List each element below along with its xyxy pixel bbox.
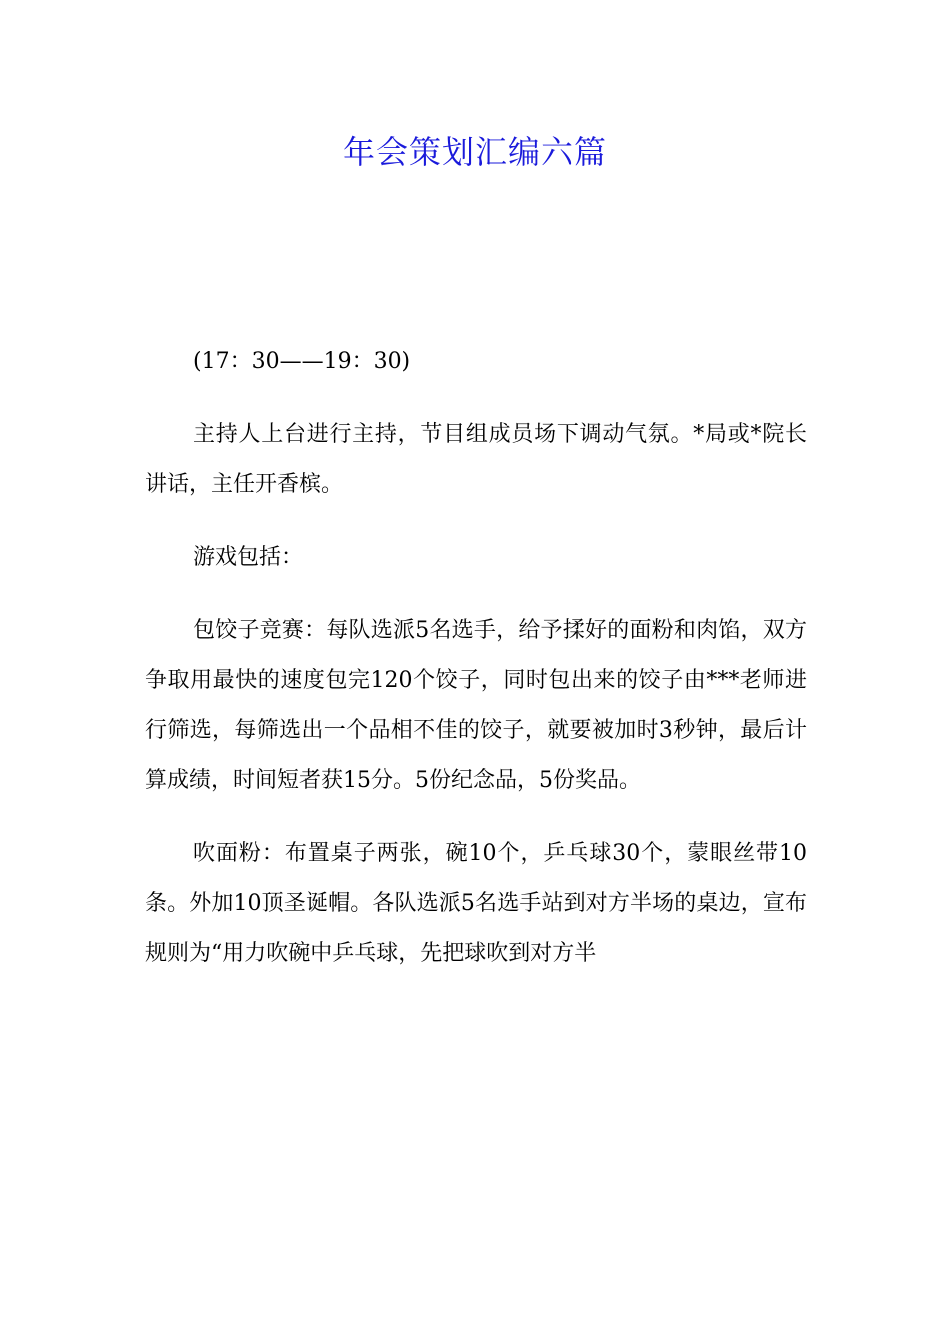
paragraph-host: 主持人上台进行主持，节目组成员场下调动气氛。*局或*院长讲话，主任开香槟。	[145, 422, 807, 497]
document-body	[145, 337, 807, 1002]
paragraph-games-intro: 游戏包括：	[193, 545, 304, 570]
paragraph-dumplings: 包饺子竞赛：每队选派5名选手，给予揉好的面粉和肉馅，双方争取用最快的速度包完120个饺子，同时包出来的饺子由***老师进行筛选，每筛选出一个品相不佳的饺子，就要被加时3秒钟，最后计算成绩，时间短者获15分。5份纪念品，5份奖品。	[145, 618, 807, 793]
paragraph-blow-flour: 吹面粉：布置桌子两张，碗10个，乒乓球30个，蒙眼丝带10条。外加10顶圣诞帽。各队选派5名选手站到对方半场的桌边，宣布规则为“用力吹碗中乒乓球，先把球吹到对方半	[145, 841, 807, 966]
document-title: 年会策划汇编六篇	[342, 133, 607, 171]
paragraph-time: (17：30——19：30)	[193, 349, 411, 374]
